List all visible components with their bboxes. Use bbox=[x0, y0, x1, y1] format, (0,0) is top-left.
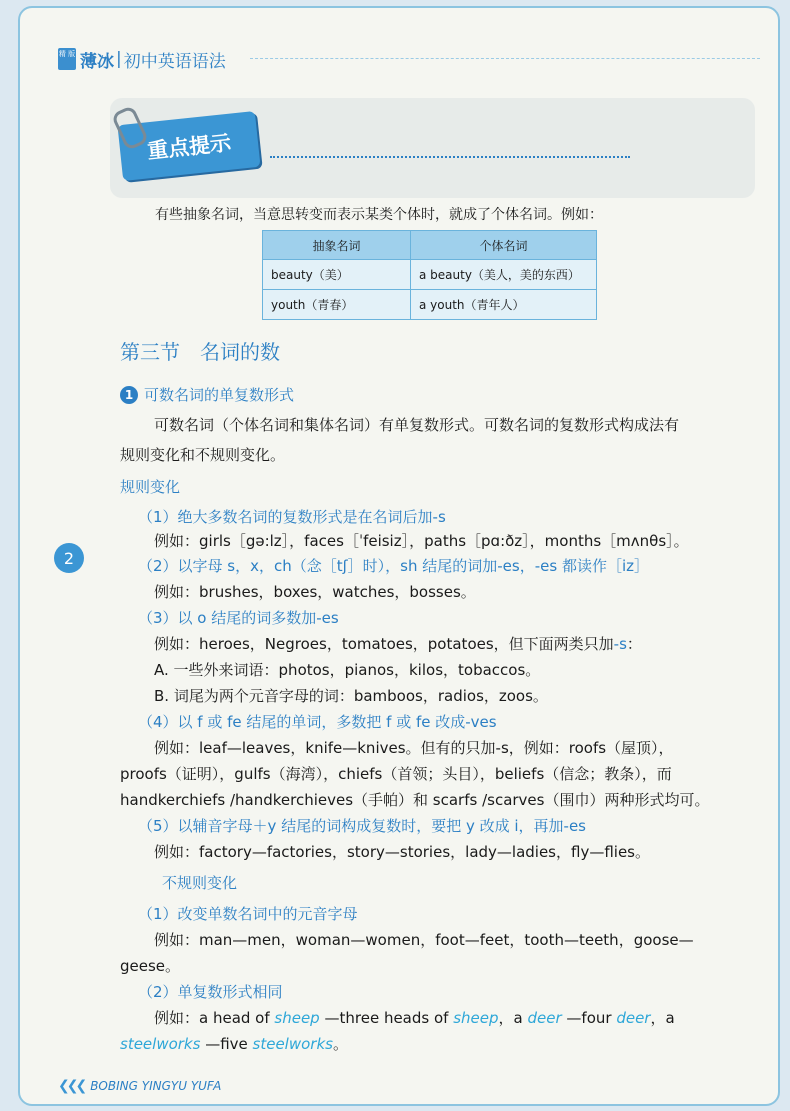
header-separator: | bbox=[116, 49, 122, 69]
highlight-word: steelworks bbox=[252, 1035, 333, 1053]
example-text: 例如：a head of bbox=[154, 1009, 275, 1027]
running-footer bbox=[58, 1078, 221, 1094]
irregular-2-example bbox=[120, 1033, 348, 1054]
highlight-word: sheep bbox=[274, 1009, 320, 1027]
rule-2: （2）以字母 s，x，ch（念［tʃ］时），sh 结尾的词加-es，-es 都读作［iz］ bbox=[138, 557, 649, 575]
table-header: 个体名词 bbox=[411, 231, 597, 260]
rule-3-b: B. 词尾为两个元音字母的词：bamboos，radios，zoos。 bbox=[154, 687, 548, 705]
subsection-title: 可数名词的单复数形式 bbox=[144, 386, 295, 404]
highlight-word: deer bbox=[616, 1009, 651, 1027]
rule-2-example: 例如：brushes，boxes，watches，bosses。 bbox=[154, 583, 476, 601]
chevron-icon: ❮❮❮ bbox=[58, 1078, 85, 1094]
rule-4-example: proofs（证明），gulfs（海湾），chiefs（首领；头目），beliefs（信念；教条），而 bbox=[120, 765, 672, 783]
irregular-1-example: geese。 bbox=[120, 957, 181, 975]
rule-3-a: A. 一些外来词语：photos，pianos，kilos，tobaccos。 bbox=[154, 661, 541, 679]
irregular-2: （2）单复数形式相同 bbox=[138, 983, 283, 1001]
rule-1: （1）绝大多数名词的复数形式是在名词后加-s bbox=[138, 508, 446, 526]
table-cell: a youth（青年人） bbox=[411, 290, 597, 320]
page bbox=[18, 6, 780, 1106]
footer-text: BOBING YINGYU YUFA bbox=[90, 1079, 222, 1093]
example-text: ，a bbox=[650, 1009, 675, 1027]
header-rule bbox=[250, 58, 760, 59]
irregular-2-example bbox=[154, 1007, 675, 1028]
example-text: 。 bbox=[332, 1035, 348, 1053]
table-header: 抽象名词 bbox=[263, 231, 411, 260]
callout-tag: 重点提示 bbox=[117, 111, 260, 181]
example-text: ，a bbox=[498, 1009, 528, 1027]
subsection-heading bbox=[120, 384, 294, 405]
rule-3-example bbox=[154, 633, 642, 654]
table-row bbox=[263, 290, 597, 320]
irregular-1: （1）改变单数名词中的元音字母 bbox=[138, 905, 358, 923]
example-text: —four bbox=[561, 1009, 617, 1027]
edition-badge: 精 版 bbox=[58, 48, 76, 70]
number-badge: 1 bbox=[120, 386, 138, 404]
rule-4-example: handkerchiefs /handkerchieves（手帕）和 scarfs /scarves（围巾）两种形式均可。 bbox=[120, 791, 710, 809]
irregular-heading: 不规则变化 bbox=[162, 874, 238, 892]
rule-3-suffix: -s bbox=[613, 635, 627, 653]
rule-3-text: 例如：heroes，Negroes，tomatoes，potatoes，但下面两类只加 bbox=[154, 635, 614, 653]
callout-divider bbox=[270, 156, 630, 158]
paragraph: 规则变化和不规则变化。 bbox=[120, 446, 286, 464]
highlight-word: steelworks bbox=[120, 1035, 201, 1053]
page-number: 2 bbox=[54, 543, 84, 573]
irregular-1-example: 例如：man—men，woman—women，foot—feet，tooth—teeth，goose— bbox=[154, 931, 694, 949]
running-header bbox=[58, 46, 226, 72]
example-text: —five bbox=[200, 1035, 253, 1053]
paragraph: 可数名词（个体名词和集体名词）有单复数形式。可数名词的复数形式构成法有 bbox=[154, 416, 680, 434]
rule-4-example: 例如：leaf—leaves，knife—knives。但有的只加-s，例如：roofs（屋顶）， bbox=[154, 739, 674, 757]
table-row bbox=[263, 260, 597, 290]
rule-3: （3）以 o 结尾的词多数加-es bbox=[138, 609, 339, 627]
section-title: 第三节 名词的数 bbox=[120, 340, 280, 364]
rule-3-colon: ： bbox=[626, 635, 642, 653]
book-title: 初中英语语法 bbox=[123, 51, 226, 72]
brand: 薄冰 bbox=[80, 51, 114, 72]
rule-5-example: 例如：factory—factories，story—stories，lady—ladies，fly—flies。 bbox=[154, 843, 650, 861]
highlight-word: deer bbox=[527, 1009, 562, 1027]
table-header-row bbox=[263, 231, 597, 260]
table-cell: a beauty（美人，美的东西） bbox=[411, 260, 597, 290]
table-cell: beauty（美） bbox=[263, 260, 411, 290]
highlight-word: sheep bbox=[453, 1009, 499, 1027]
rule-5: （5）以辅音字母＋y 结尾的词构成复数时，要把 y 改成 i，再加-es bbox=[138, 817, 586, 835]
regular-heading: 规则变化 bbox=[120, 478, 181, 496]
example-text: —three heads of bbox=[319, 1009, 454, 1027]
table-cell: youth（青春） bbox=[263, 290, 411, 320]
rule-1-example: 例如：girls［gə:lz］，faces［ˈfeisiz］，paths［pɑ:ðz］，months［mʌnθs］。 bbox=[154, 532, 689, 550]
intro-text: 有些抽象名词，当意思转变而表示某类个体时，就成了个体名词。例如： bbox=[155, 207, 603, 223]
noun-table bbox=[262, 230, 597, 320]
rule-4: （4）以 f 或 fe 结尾的单词，多数把 f 或 fe 改成-ves bbox=[138, 713, 497, 731]
